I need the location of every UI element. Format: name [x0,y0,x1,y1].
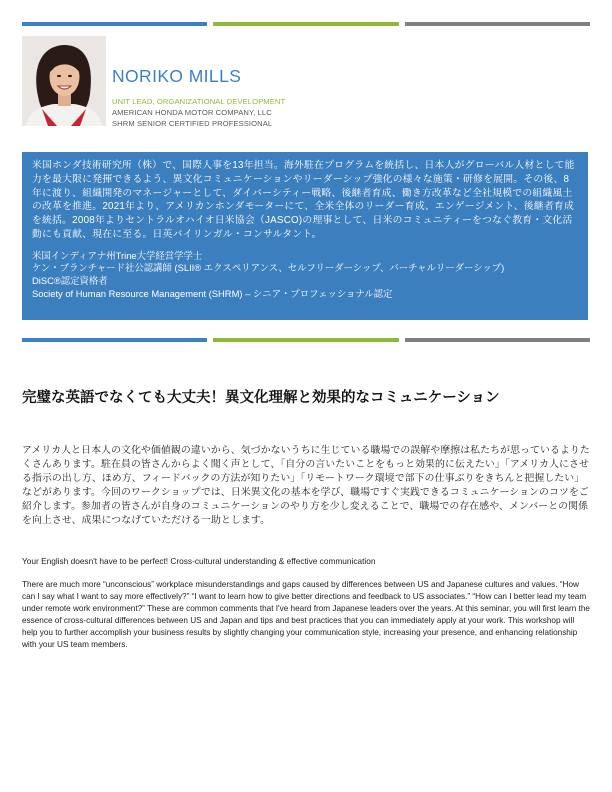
profile-company: AMERICAN HONDA MOTOR COMPANY, LLC [112,108,272,117]
profile-name: NORIKO MILLS [112,66,242,86]
header-bar-gray [405,22,590,26]
session-description-japanese: アメリカ人と日本人の文化や価値観の違いから、気づかないうちに生じている職場での誤解や摩擦は私たちが思っているよりたくさんあります。駐在員の皆さんからよく聞く声として、「自分の言いたいことをもっと効果的に伝えたい」「アメリカ人にさせる指示の出し方、ほめ方、フィードバックの方法が知りたい」「リモートワーク環境で部下の仕事ぶりをきちんと把握したい」などがあります。今回のワークショップでは、日米異文化の基本を学び、職場ですぐ実践できるコミュニケーションのコツをご紹介します。参加者の皆さんが自身のコミュニケーションのやり方を少し変えることで、職場での存在感や、メンバーとの関係を向上させ、成果につなげていただける一助とします。 [22,445,590,526]
header-bar-green [213,22,398,26]
profile-certification: SHRM SENIOR CERTIFIED PROFESSIONAL [112,119,273,128]
divider-bar-gray [405,338,590,342]
profile-photo [22,36,106,126]
divider-bar-green [213,338,398,342]
header-bar-blue [22,22,207,26]
header-color-bars [22,22,590,26]
session-heading-english: Your English doesn't have to be perfect! Cross-cultural understanding & effective communication [22,556,376,566]
divider-color-bars [22,338,590,342]
credential-item: Society of Human Resource Management (SHRM) – シニア・プロフェッショナル認定 [32,287,393,299]
credential-item: DiSC®認定資格者 [32,274,108,286]
session-heading-japanese: 完璧な英語でなくても大丈夫！異文化理解と効果的なコミュニケーション [22,390,500,406]
divider-bar-blue [22,338,207,342]
profile-photo-image [22,36,106,126]
credential-item: ケン・ブランチャード社公認講師 (SLII® エクスペリアンス、セルフリーダーシップ、バーチャルリーダーシップ) [32,262,505,274]
bio-paragraph: 米国ホンダ技術研究所（株）で、国際人事を13年担当。海外駐在プログラムを統括し、日本人がグローバル人材として能力を最大限に発揮できるよう、異文化コミュニケーションやリーダーシップ強化の様々な施策・研修を展開。その後、8年に渡り、組織開発のマネージャーとして、ダイバーシティー戦略、後継者育成、働き方改革など全社規模での組織風土の改革を推進。2021年より、アメリカンホンダモーターにて、全米全体のリーダー育成、エンゲージメント、後継者育成を統括。2008年よりセントラルオハイオ日米協会（JASCO)の理事として、日米のコミュニティーをつなぐ教育・文化活動にも貢献、現在に至る。日英バイリンガル・コンサルタント。 [32,160,575,240]
session-description-english: There are much more “unconscious” workplace misunderstandings and gaps caused by differences between US and Japanese cultures and values. “How can I say what I want to say more effectively?” “I want to learn how to give better directions and feedback to US associates.” “How can I better lead my team under remote work environment?” These are common comments that I've heard from Japanese leaders over the years. At this seminar, you will first learn the essence of cross-cultural differences between US and Japan and tips and best practices that you can immediately apply at your work. This workshop will help you to further accomplish your business results by slightly changing your communication style, increasing your presence, and enhancing relationship with your US team members. [22,580,590,649]
photo-eye-left [57,75,61,77]
credential-item: 米国インディアナ州Trine大学経営学学士 [32,249,203,261]
credentials-list [32,250,578,300]
bio-box [22,152,588,320]
photo-eye-right [68,75,72,77]
profile-role: UNIT LEAD, ORGANIZATIONAL DEVELOPMENT [112,97,286,106]
